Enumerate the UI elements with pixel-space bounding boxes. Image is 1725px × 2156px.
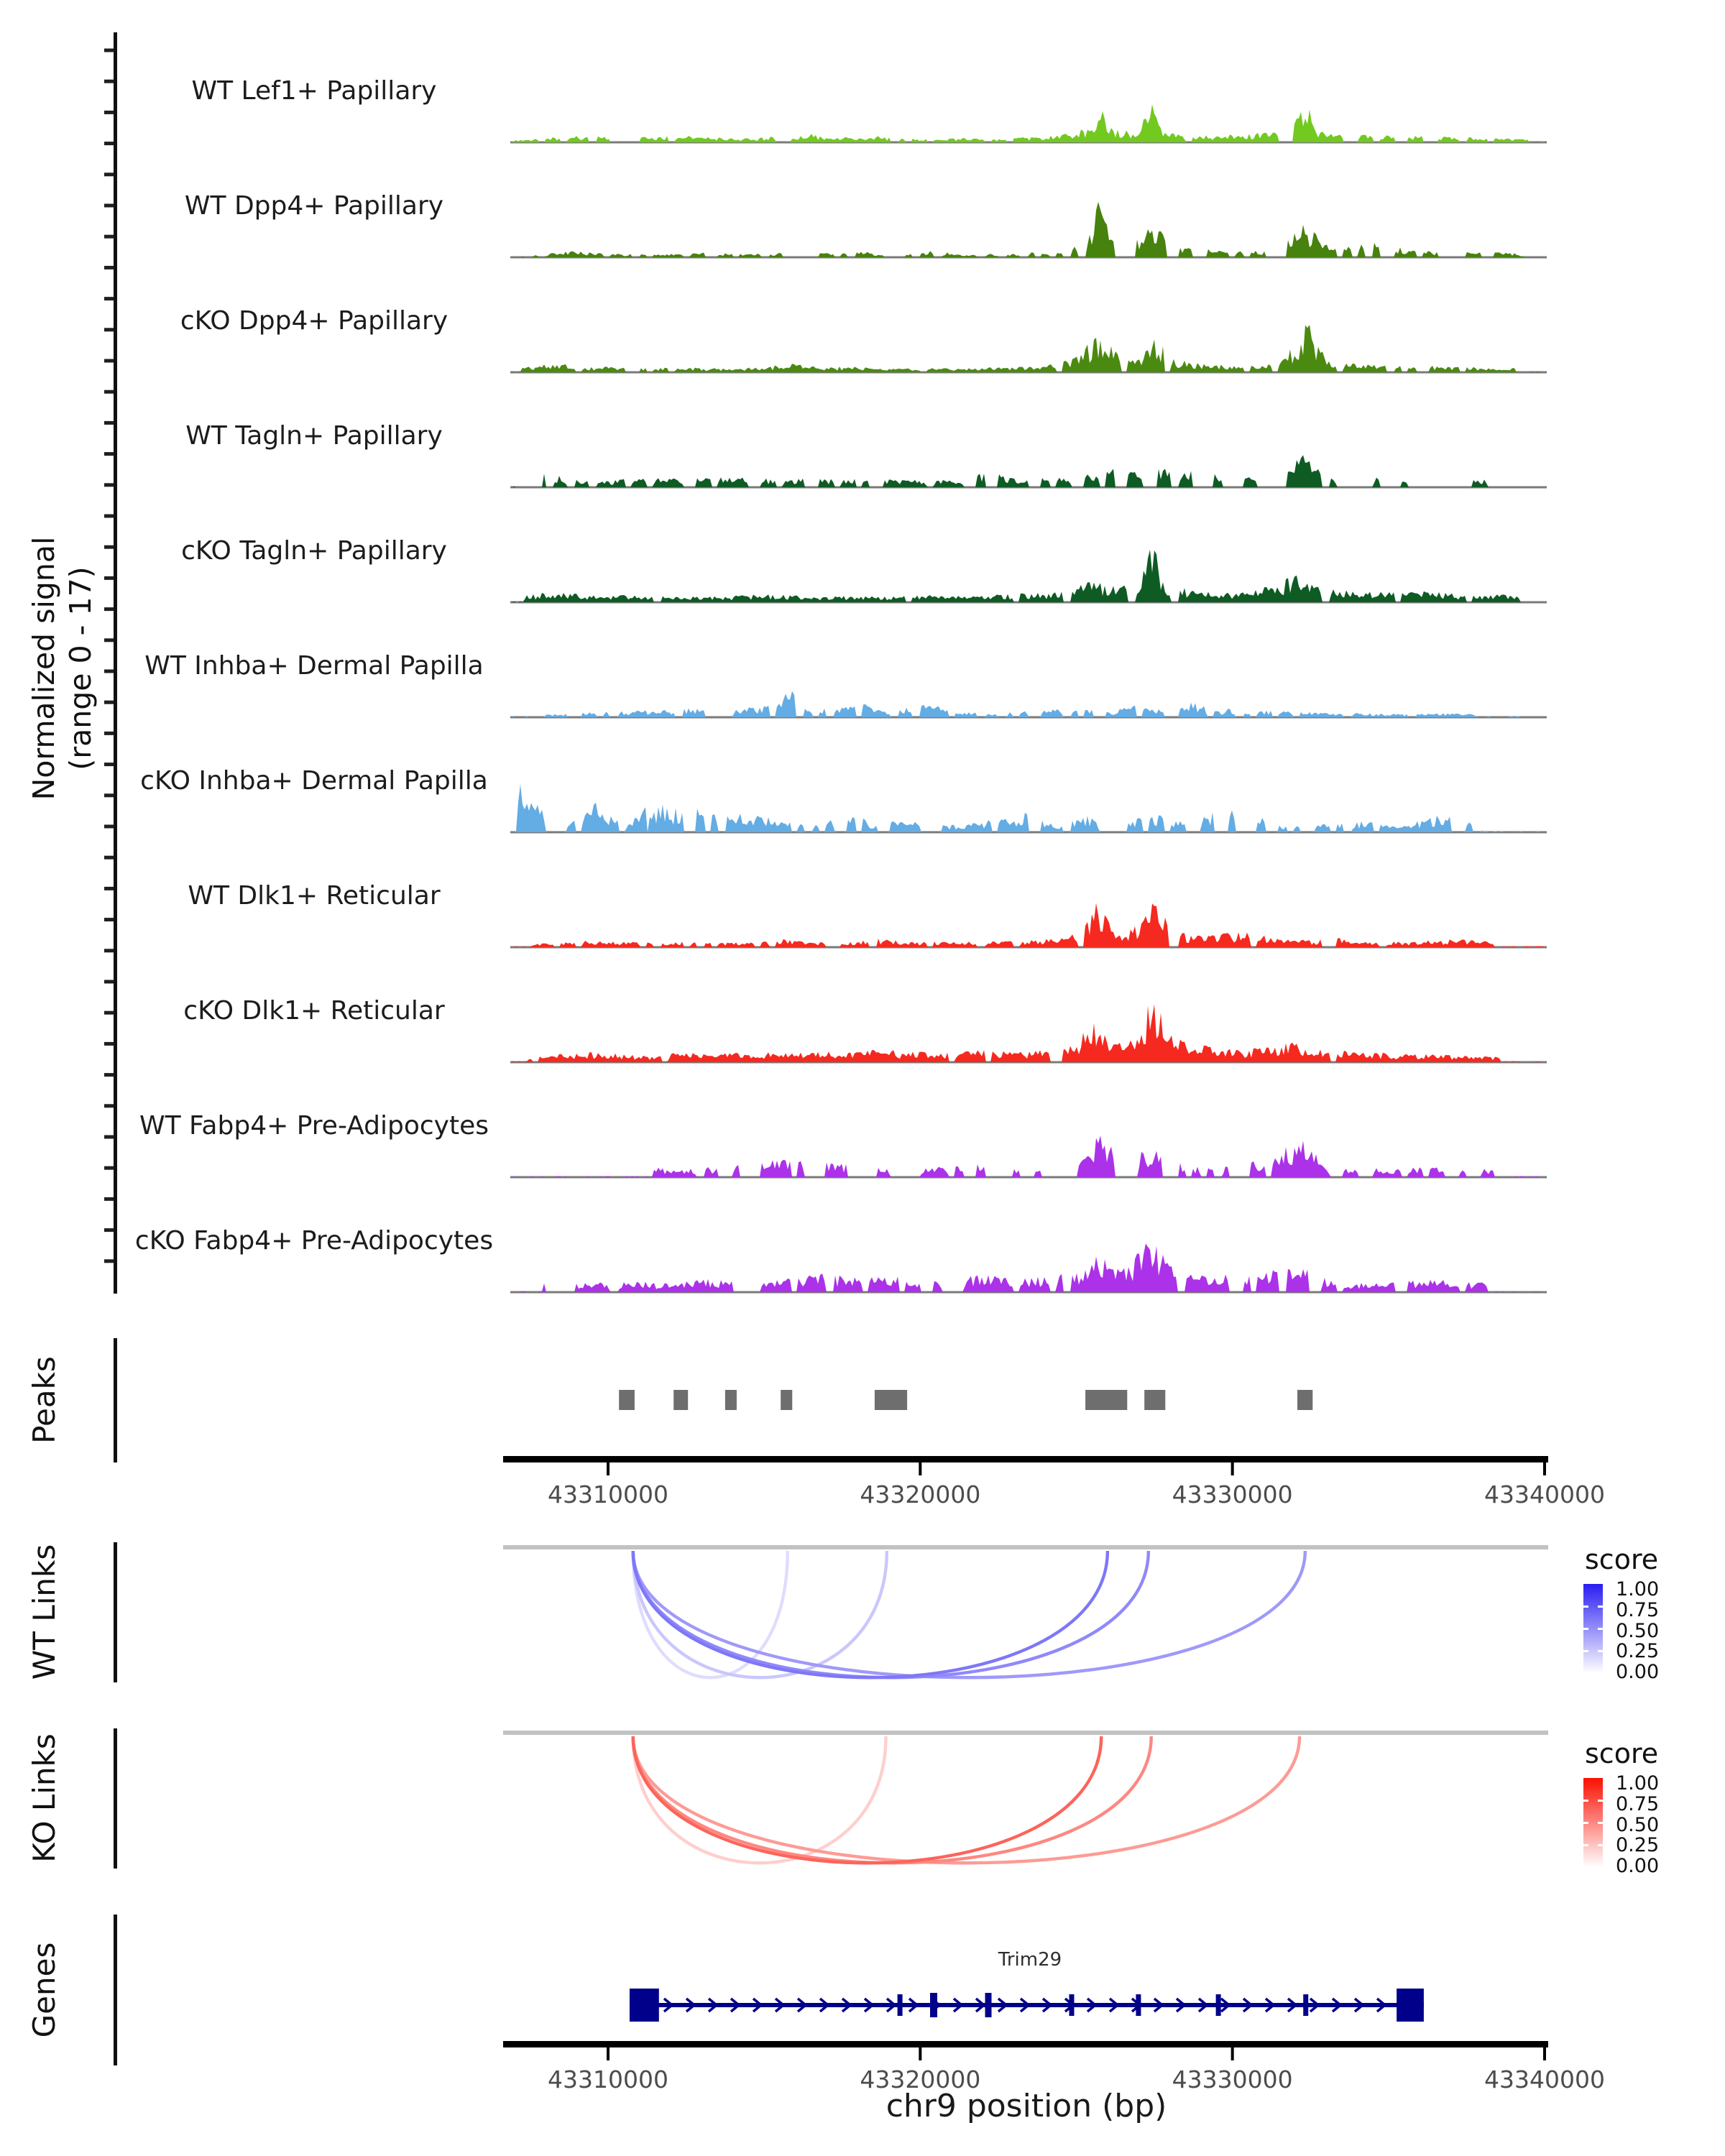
y-axis-tick bbox=[104, 111, 114, 114]
links_ko-legend-tick-2: 0.50 bbox=[1616, 1813, 1660, 1836]
y-axis-tick bbox=[104, 576, 114, 580]
axis1-tick-label-2: 43330000 bbox=[1172, 1480, 1293, 1508]
genomic-axis-tick bbox=[607, 2047, 610, 2060]
links_wt-legend-tick-2: 0.50 bbox=[1616, 1619, 1660, 1642]
y-axis-tick bbox=[104, 359, 114, 363]
y-axis-tick bbox=[104, 1166, 114, 1170]
ko-link-bracket bbox=[114, 1728, 117, 1869]
links_ko-legend-tick-1: 0.75 bbox=[1616, 1792, 1660, 1815]
track-label-1: WT Lef1+ Papillary bbox=[191, 76, 437, 106]
y-axis-tick bbox=[104, 1259, 114, 1263]
track-label-9: cKO Dlk1+ Reticular bbox=[183, 996, 445, 1026]
peak-rect bbox=[1297, 1390, 1312, 1410]
y-axis-tick bbox=[104, 235, 114, 239]
links_wt-legend-notch bbox=[1583, 1606, 1588, 1608]
genomic-axis-tick bbox=[1543, 1462, 1546, 1475]
wt-links-legend-gradient bbox=[1583, 1584, 1603, 1673]
peaks-bracket bbox=[114, 1338, 117, 1462]
gene-exon-small bbox=[985, 1993, 992, 2017]
links_wt-legend-notch bbox=[1583, 1628, 1588, 1630]
axis2-tick-label-0: 43310000 bbox=[548, 2065, 668, 2093]
y-axis-tick bbox=[104, 452, 114, 456]
wt-links-legend-title: score bbox=[1585, 1544, 1659, 1575]
links_ko-legend-notch bbox=[1583, 1800, 1588, 1802]
gene-name-label: Trim29 bbox=[998, 1949, 1062, 1971]
peak-rect bbox=[781, 1390, 792, 1410]
gene-exon-small bbox=[1136, 1994, 1141, 2016]
genomic-axis-line-1 bbox=[503, 1456, 1548, 1462]
x-axis-title: chr9 position (bp) bbox=[886, 2088, 1167, 2124]
track-label-7: cKO Inhba+ Dermal Papilla bbox=[140, 766, 488, 796]
coverage-track-3 bbox=[512, 325, 1544, 372]
coverage-track-2 bbox=[512, 202, 1544, 257]
gene-exon-large bbox=[630, 1989, 659, 2022]
genomic-axis-tick bbox=[607, 1462, 610, 1475]
y-axis-label-line2: (range 0 - 17) bbox=[63, 566, 98, 770]
links_wt-legend-notch bbox=[1598, 1650, 1603, 1652]
track-label-10: WT Fabp4+ Pre-Adipocytes bbox=[139, 1111, 489, 1141]
coverage-track-5 bbox=[512, 550, 1544, 602]
y-axis-tick bbox=[104, 172, 114, 176]
gene-exon-small bbox=[1069, 1994, 1074, 2016]
wt-link-baseline bbox=[503, 1545, 1548, 1549]
peak-rect bbox=[673, 1390, 688, 1410]
wt-links-section-label: WT Links bbox=[27, 1544, 62, 1680]
track-label-5: cKO Tagln+ Papillary bbox=[181, 536, 447, 566]
y-axis-tick bbox=[104, 390, 114, 394]
coverage-track-11 bbox=[512, 1243, 1544, 1292]
track-label-6: WT Inhba+ Dermal Papilla bbox=[144, 651, 484, 681]
wt-link-arc bbox=[633, 1551, 1305, 1677]
links_ko-legend-notch bbox=[1583, 1822, 1588, 1824]
genes-section-label: Genes bbox=[27, 1942, 62, 2038]
coverage-track-4 bbox=[512, 455, 1544, 487]
coverage-track-1 bbox=[512, 104, 1544, 142]
y-axis-label-line1: Normalized signal bbox=[27, 536, 61, 801]
y-axis-tick bbox=[104, 980, 114, 984]
wt-link-bracket bbox=[114, 1542, 117, 1682]
y-axis-tick bbox=[104, 142, 114, 145]
axis1-tick-label-3: 43340000 bbox=[1484, 1480, 1605, 1508]
gene-exon-large bbox=[1397, 1989, 1424, 2022]
y-axis-tick bbox=[104, 515, 114, 518]
y-axis-tick bbox=[104, 297, 114, 300]
y-axis-tick bbox=[104, 1197, 114, 1201]
links_ko-legend-notch bbox=[1598, 1822, 1603, 1824]
y-axis-tick bbox=[104, 918, 114, 921]
links_wt-legend-tick-3: 0.25 bbox=[1616, 1640, 1660, 1663]
links_ko-legend-tick-0: 1.00 bbox=[1616, 1772, 1660, 1795]
axis2-tick-label-3: 43340000 bbox=[1484, 2065, 1605, 2093]
wt-link-arc bbox=[633, 1551, 788, 1677]
links_wt-legend-tick-0: 1.00 bbox=[1616, 1578, 1660, 1600]
y-axis-tick bbox=[104, 1104, 114, 1107]
peak-rect bbox=[875, 1390, 907, 1410]
ko-links-section-label: KO Links bbox=[27, 1733, 62, 1863]
y-axis-tick bbox=[104, 607, 114, 611]
y-axis-tick bbox=[104, 266, 114, 270]
track-label-4: WT Tagln+ Papillary bbox=[185, 421, 443, 451]
coverage-track-7 bbox=[512, 784, 1544, 832]
y-axis-tick bbox=[104, 856, 114, 860]
y-axis-tick bbox=[104, 949, 114, 952]
links_wt-legend-tick-4: 0.00 bbox=[1616, 1661, 1660, 1684]
ko-link-baseline bbox=[503, 1731, 1548, 1735]
links_ko-legend-tick-3: 0.25 bbox=[1616, 1834, 1660, 1857]
gene-exon-small bbox=[1216, 1994, 1221, 2016]
axis2-tick-label-2: 43330000 bbox=[1172, 2065, 1293, 2093]
links_ko-legend-notch bbox=[1598, 1844, 1603, 1846]
genomic-axis-line-2 bbox=[503, 2041, 1548, 2047]
genes-bracket bbox=[114, 1915, 117, 2065]
coverage-track-8 bbox=[512, 903, 1544, 947]
links_ko-legend-notch bbox=[1583, 1844, 1588, 1846]
y-axis-tick bbox=[104, 825, 114, 829]
ko-links-legend-title: score bbox=[1585, 1738, 1659, 1769]
genomic-axis-tick bbox=[1231, 1462, 1234, 1475]
gene-exon-small bbox=[930, 1993, 937, 2017]
coverage-track-6 bbox=[512, 691, 1544, 717]
wt-link-arc bbox=[633, 1551, 1149, 1677]
links_wt-legend-notch bbox=[1598, 1628, 1603, 1630]
peak-rect bbox=[1085, 1390, 1127, 1410]
y-axis-tick bbox=[104, 49, 114, 52]
y-axis-tick bbox=[104, 732, 114, 735]
gene-exon-small bbox=[898, 1994, 903, 2016]
genomic-axis-tick bbox=[1543, 2047, 1546, 2060]
genomic-axis-tick bbox=[919, 2047, 921, 2060]
links_ko-legend-notch bbox=[1598, 1800, 1603, 1802]
y-axis-tick bbox=[104, 1073, 114, 1077]
peak-rect bbox=[1144, 1390, 1165, 1410]
axis1-tick-label-1: 43320000 bbox=[860, 1480, 981, 1508]
gene-exon-small bbox=[1303, 1994, 1308, 2016]
peaks-section-label: Peaks bbox=[27, 1356, 62, 1444]
links_wt-legend-notch bbox=[1583, 1650, 1588, 1652]
links_ko-legend-tick-4: 0.00 bbox=[1616, 1855, 1660, 1878]
axis1-tick-label-0: 43310000 bbox=[548, 1480, 668, 1508]
links_wt-legend-tick-1: 0.75 bbox=[1616, 1598, 1660, 1621]
ko-links-legend-gradient bbox=[1583, 1778, 1603, 1867]
y-axis-tick bbox=[104, 1042, 114, 1046]
links_wt-legend-notch bbox=[1598, 1606, 1603, 1608]
y-axis-tick bbox=[104, 483, 114, 487]
peak-rect bbox=[725, 1390, 737, 1410]
y-axis-tick bbox=[104, 638, 114, 642]
coverage-track-9 bbox=[512, 1005, 1544, 1063]
track-label-8: WT Dlk1+ Reticular bbox=[188, 881, 441, 911]
y-axis-tick bbox=[104, 701, 114, 704]
track-label-11: cKO Fabp4+ Pre-Adipocytes bbox=[134, 1226, 494, 1256]
coverage-track-10 bbox=[512, 1135, 1544, 1177]
genomic-axis-tick bbox=[1231, 2047, 1234, 2060]
peak-rect bbox=[619, 1390, 635, 1410]
track-label-2: WT Dpp4+ Papillary bbox=[184, 191, 444, 221]
track-label-3: cKO Dpp4+ Papillary bbox=[180, 306, 448, 336]
axis2-tick-label-1: 43320000 bbox=[860, 2065, 981, 2093]
genomic-axis-tick bbox=[919, 1462, 921, 1475]
